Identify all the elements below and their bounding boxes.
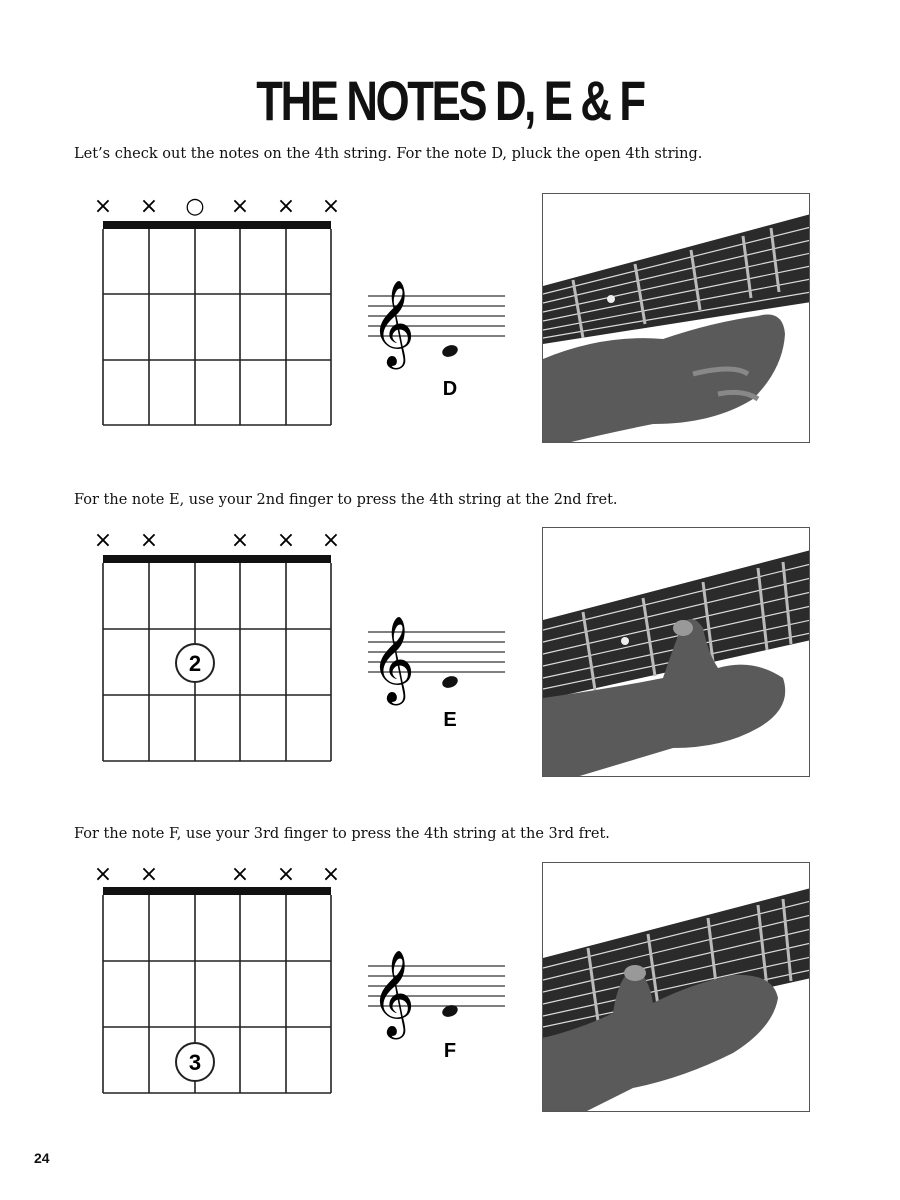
staff-d (368, 280, 505, 400)
string-marker: × (139, 528, 159, 553)
string-marker: × (276, 528, 296, 553)
string-marker: × (321, 194, 341, 219)
string-marker: × (230, 528, 250, 553)
note-label-e: E (443, 709, 457, 731)
chord-diagram-f (94, 862, 340, 1093)
nut (103, 221, 331, 229)
note-head-e (441, 674, 460, 690)
fretboard-grid (103, 895, 331, 1093)
chord-diagram-d (94, 194, 340, 425)
treble-clef-icon: 𝄞 (371, 950, 415, 1036)
nut (103, 887, 331, 895)
finger-number: 3 (188, 1050, 202, 1075)
photo-f (542, 862, 810, 1112)
string-marker: × (93, 528, 113, 553)
treble-clef-icon: 𝄞 (371, 616, 415, 702)
instruction-d: Let’s check out the notes on the 4th string. For the note D, pluck the open 4th string. (74, 146, 703, 162)
fretboard-grid (103, 563, 331, 761)
instruction-e: For the note E, use your 2nd finger to press the 4th string at the 2nd fret. (74, 492, 618, 508)
finger-number: 2 (188, 651, 202, 676)
string-marker: × (139, 194, 159, 219)
page-number: 24 (34, 1150, 50, 1166)
string-marker: × (276, 194, 296, 219)
string-marker: × (139, 862, 159, 887)
string-marker: × (230, 194, 250, 219)
string-marker: × (276, 862, 296, 887)
string-marker: ○ (185, 194, 205, 219)
chord-diagram-e (94, 528, 340, 761)
string-marker: × (321, 528, 341, 553)
note-label-d: D (442, 378, 458, 400)
photo-d (542, 193, 810, 443)
staff-f (368, 950, 505, 1062)
page-title: THE NOTES D, E & F (256, 69, 644, 132)
string-marker: × (321, 862, 341, 887)
string-marker: × (93, 862, 113, 887)
string-marker: × (230, 862, 250, 887)
instruction-f: For the note F, use your 3rd finger to press the 4th string at the 3rd fret. (74, 826, 610, 842)
string-marker: × (93, 194, 113, 219)
photo-e (542, 527, 810, 777)
note-head-d (441, 343, 460, 359)
fretboard-grid (103, 229, 331, 425)
staff-e (368, 616, 505, 731)
nut (103, 555, 331, 563)
note-label-f: F (443, 1040, 457, 1062)
treble-clef-icon: 𝄞 (371, 280, 415, 366)
